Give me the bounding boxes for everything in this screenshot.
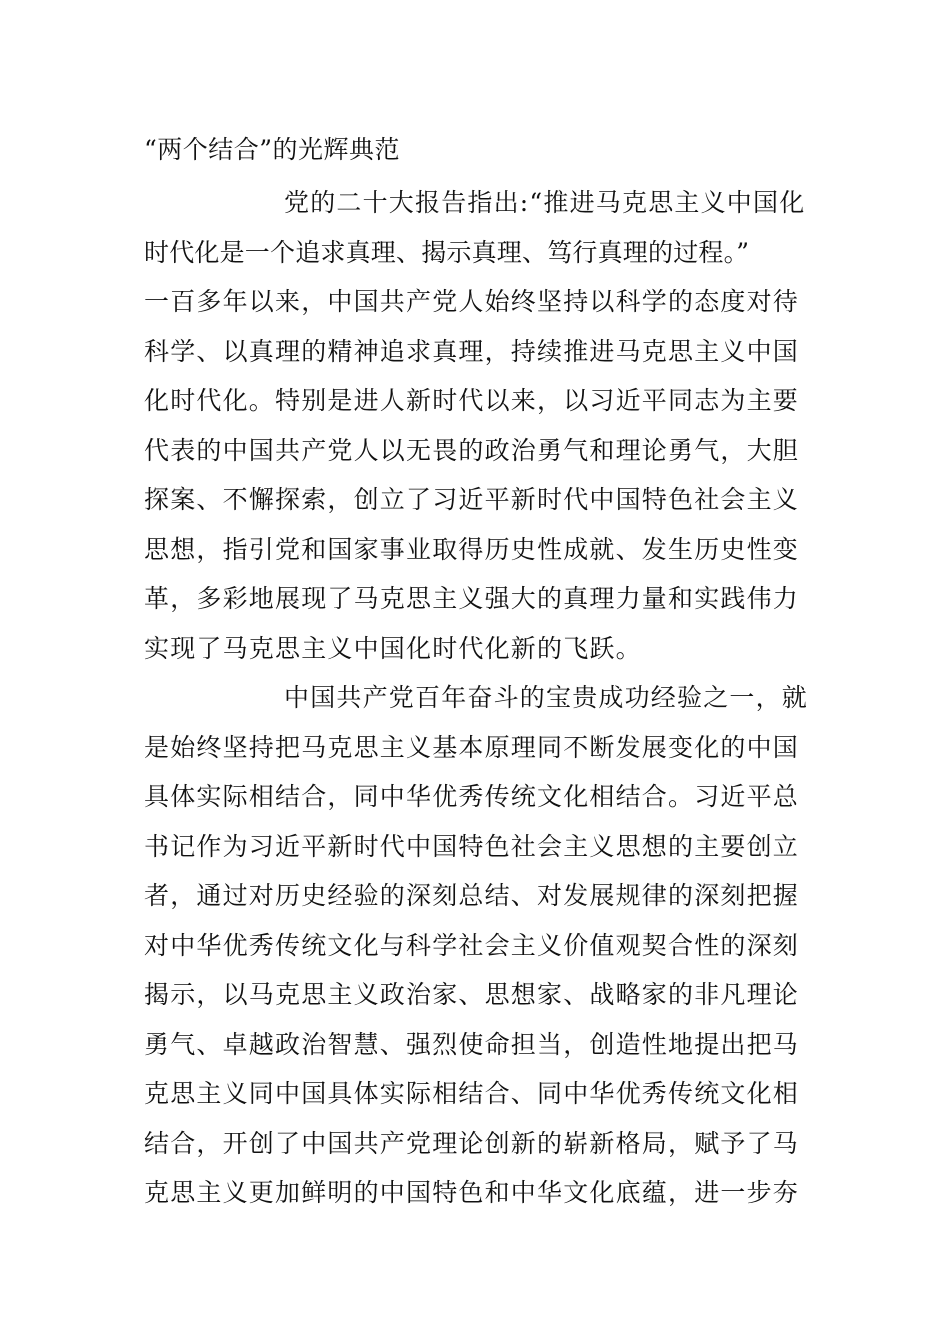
paragraph-1-line-7: 探案、不懈探索，创立了习近平新时代中国特色社会主义 xyxy=(144,485,800,514)
paragraph-1-line-4: 科学、以真理的精神追求真理，持续推进马克思主义中国 xyxy=(144,336,800,366)
paragraph-1-line-5: 化时代化。特别是进人新时代以来，以习近平同志为主要 xyxy=(144,386,800,415)
document-body xyxy=(144,178,812,1218)
paragraph-2-line-8: 勇气、卓越政治智慧、强烈使命担当，创造性地提出把马 xyxy=(144,1029,800,1059)
paragraph-1-line-6: 代表的中国共产党人以无畏的政治勇气和理论勇气，大胆 xyxy=(144,435,800,465)
paragraph-1-line-3: 一百多年以来，中国共产党人始终坚持以科学的态度对待 xyxy=(144,287,800,316)
paragraph-1-line-9: 革，多彩地展现了马克思主义强大的真理力量和实践伟力 xyxy=(144,584,800,613)
paragraph-2-line-6: 对中华优秀传统文化与科学社会主义价值观契合性的深刻 xyxy=(144,930,800,960)
paragraph-1-line-8: 思想，指引党和国家事业取得历史性成就、发生历史性变 xyxy=(144,534,800,564)
paragraph-2-line-3: 具体实际相结合，同中华优秀传统文化相结合。习近平总 xyxy=(144,782,800,811)
document-title: “两个结合”的光辉典范 xyxy=(144,135,401,164)
paragraph-1-line-2: 时代化是一个追求真理、揭示真理、笃行真理的过程。” xyxy=(144,237,750,267)
paragraph-2-line-7: 揭示，以马克思主义政治家、思想家、战略家的非凡理论 xyxy=(144,980,800,1009)
paragraph-1-line-1: 党的二十大报告指出:“推进马克思主义中国化 xyxy=(284,188,806,217)
paragraph-2-line-1: 中国共产党百年奋斗的宝贵成功经验之一，就 xyxy=(284,683,809,712)
paragraph-2-line-4: 书记作为习近平新时代中国特色社会主义思想的主要创立 xyxy=(144,831,800,861)
paragraph-2-line-9: 克思主义同中国具体实际相结合、同中华优秀传统文化相 xyxy=(144,1079,800,1108)
paragraph-2-line-11: 克思主义更加鲜明的中国特色和中华文化底蕴，进一步夯 xyxy=(144,1178,800,1207)
paragraph-2-line-10: 结合，开创了中国共产党理论创新的崭新格局，赋予了马 xyxy=(144,1128,800,1158)
paragraph-2-line-5: 者，通过对历史经验的深刻总结、对发展规律的深刻把握 xyxy=(144,881,800,910)
paragraph-1-line-10: 实现了马克思主义中国化时代化新的飞跃。 xyxy=(144,633,642,663)
paragraph-2-line-2: 是始终坚持把马克思主义基本原理同不断发展变化的中国 xyxy=(144,732,800,762)
